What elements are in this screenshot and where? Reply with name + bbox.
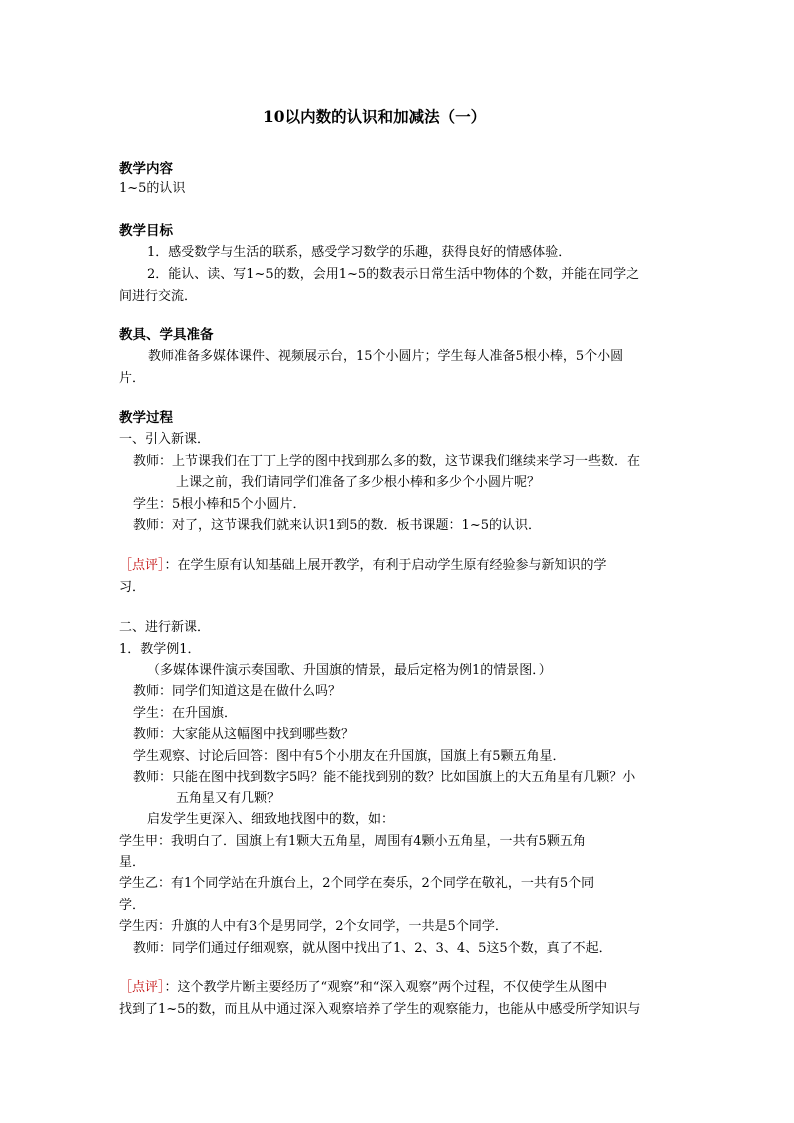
dialogue-line: 学生：在升国旗． [133,706,238,721]
dialogue-line: 教师：同学们通过仔细观察，就从图中找出了1、2、3、4、5这5个数，真了不起． [133,941,612,956]
comment-text-cont: 习． [119,580,146,595]
comment-block-1 [119,556,607,576]
dialogue-line-cont: 星． [119,855,146,870]
dialogue-line-cont: 上课之前，我们请同学们准备了多少根小棒和多少个小圆片呢？ [176,475,541,490]
content-text: 1~5的认识 [119,181,186,196]
example-title: 1．教学例1． [119,642,201,657]
section-heading-materials: 教具、学具准备 [119,327,214,343]
objective-item-1: 1．感受数学与生活的联系，感受学习数学的乐趣，获得良好的情感体验． [147,245,572,260]
dialogue-line: 学生甲：我明白了．国旗上有1颗大五角星，周围有4颗小五角星，一共有5颗五角 [119,834,586,849]
objective-item-2-cont: 间进行交流． [119,289,198,304]
stage-note: （多媒体课件演示奏国歌、升国旗的情景，最后定格为例1的情景图．） [147,663,552,678]
section-heading-objectives: 教学目标 [119,223,173,239]
dialogue-line-cont: 学． [119,898,146,913]
dialogue-line: 教师：只能在图中找到数字5吗？能不能找到别的数？比如国旗上的大五角星有几颗？小 [133,770,636,785]
dialogue-line: 学生：5根小棒和5个小圆片． [133,497,306,512]
dialogue-line-cont: 五角星又有几颗？ [176,791,281,806]
comment-text: ：这个教学片断主要经历了“观察”和“深入观察”两个过程，不仅使学生从图中 [164,980,608,995]
dialogue-line: 教师：同学们知道这是在做什么吗？ [133,684,342,699]
dialogue-line: 教师：对了，这节课我们就来认识1到5的数．板书课题：1~5的认识． [133,518,541,533]
dialogue-line: 教师：大家能从这幅图中找到哪些数？ [133,727,355,742]
materials-text-cont: 片． [119,371,146,386]
page-title: 10以内数的认识和加减法（一） [263,107,487,126]
part1-title: 一、引入新课． [119,432,211,447]
dialogue-line: 启发学生更深入、细致地找图中的数，如： [147,812,395,827]
part2-title: 二、进行新课． [119,620,211,635]
dialogue-line: 学生丙：升旗的人中有3个是男同学，2个女同学，一共是5个同学． [119,919,508,934]
comment-text-cont: 找到了1~5的数，而且从中通过深入观察培养了学生的观察能力，也能从中感受所学知识与 [119,1002,641,1017]
materials-text: 教师准备多媒体课件、视频展示台，15个小圆片；学生每人准备5根小棒，5个小圆 [148,349,624,364]
dialogue-line: 学生观察、讨论后回答：图中有5个小朋友在升国旗，国旗上有5颗五角星． [133,749,566,764]
dialogue-line: 学生乙：有1个同学站在升旗台上，2个同学在奏乐，2个同学在敬礼，一共有5个同 [119,876,595,891]
comment-block-2 [119,978,607,998]
section-heading-content: 教学内容 [119,161,173,177]
objective-item-2: 2．能认、读、写1~5的数，会用1~5的数表示日常生活中物体的个数，并能在同学之 [147,267,640,282]
comment-text: ：在学生原有认知基础上展开教学，有利于启动学生原有经验参与新知识的学 [164,558,607,573]
comment-tag: ［点评］ [119,558,165,573]
comment-tag: ［点评］ [119,980,165,995]
section-heading-process: 教学过程 [119,410,173,426]
dialogue-line: 教师：上节课我们在丁丁上学的图中找到那么多的数，这节课我们继续来学习一些数．在 [133,454,641,469]
